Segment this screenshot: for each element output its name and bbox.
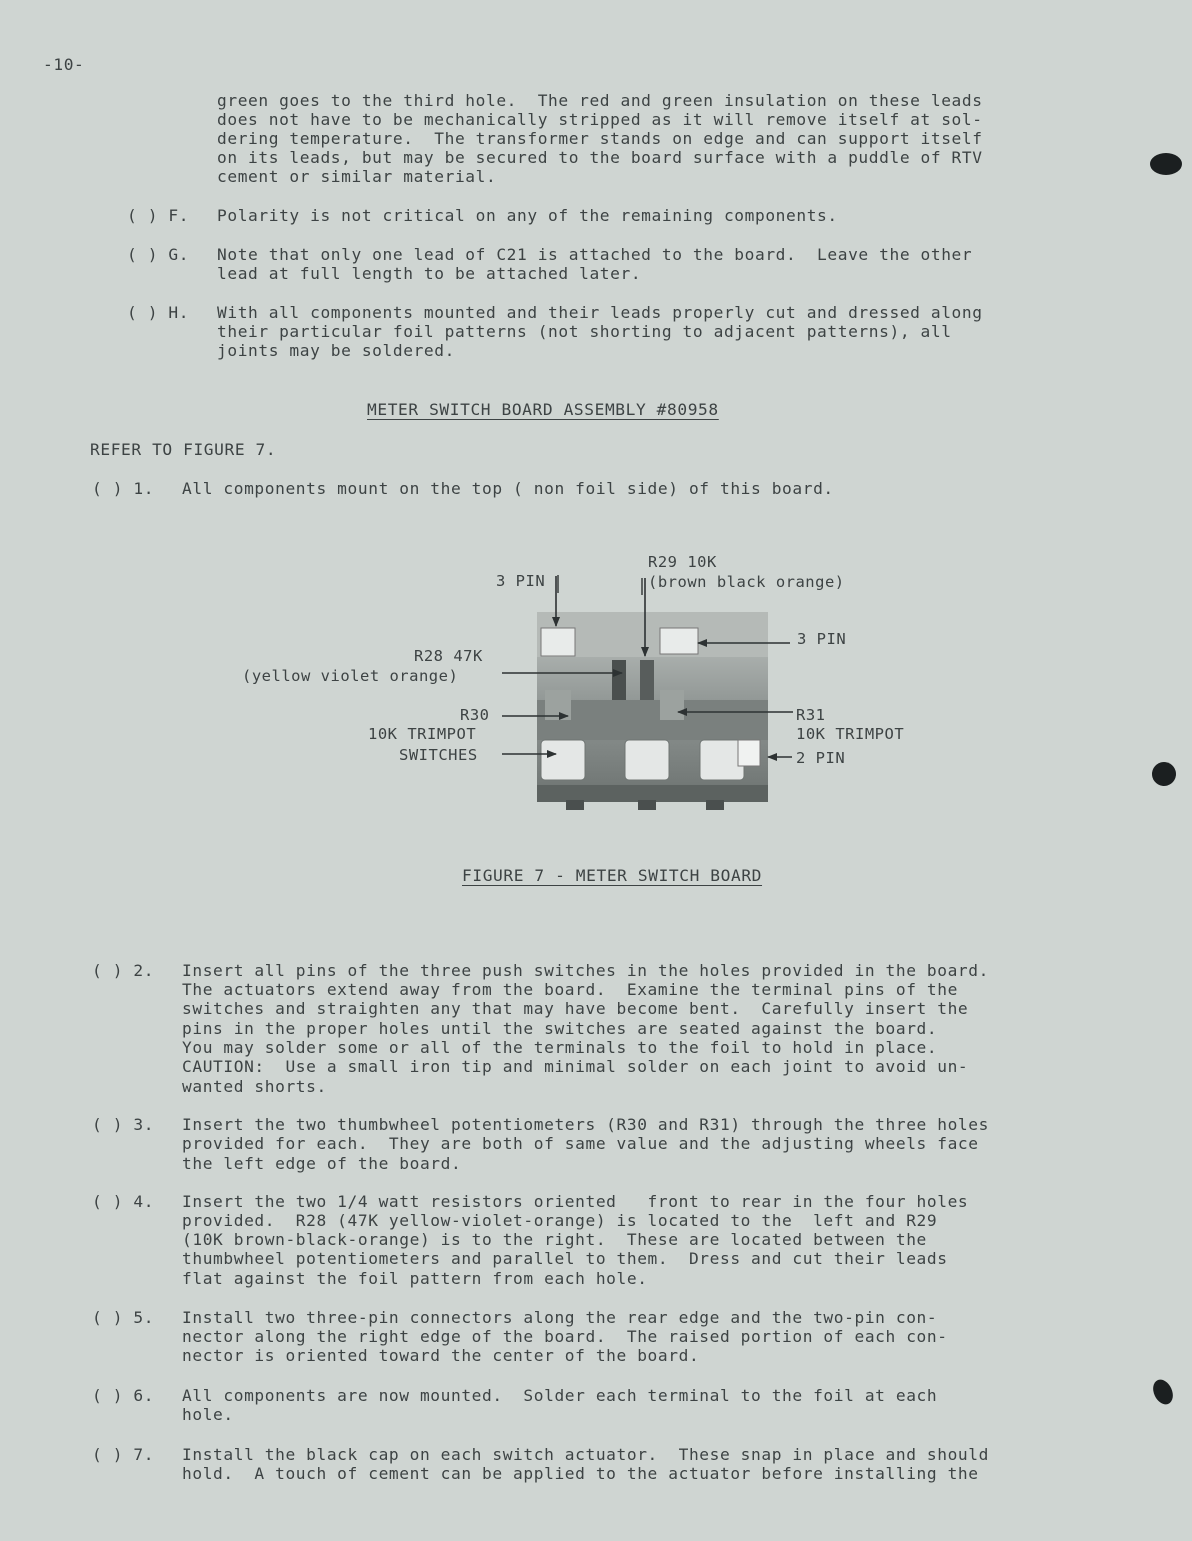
step-checkbox: ( ) G. — [127, 245, 190, 264]
step-checkbox: ( ) 4. — [92, 1192, 155, 1211]
label-3pin-left: 3 PIN — [496, 572, 546, 590]
board-photo — [537, 612, 768, 810]
paragraph-line: green goes to the third hole. The red and green insulation on these leads — [217, 91, 983, 110]
label-3pin-right: 3 PIN — [797, 630, 847, 648]
step-checkbox: ( ) 5. — [92, 1308, 155, 1327]
step-text: joints may be soldered. — [217, 341, 455, 360]
step-text: their particular foil patterns (not shorting to adjacent patterns), all — [217, 322, 952, 341]
label-r28-value: R28 47K — [414, 647, 483, 665]
paragraph-line: dering temperature. The transformer stands on edge and can support itself — [217, 129, 983, 148]
step-text: pins in the proper holes until the switches are seated against the board. — [182, 1019, 938, 1038]
step-text: lead at full length to be attached later. — [217, 264, 642, 283]
step-text: Insert all pins of the three push switches in the holes provided in the board. — [182, 961, 989, 980]
step-text: Insert the two thumbwheel potentiometers (R30 and R31) through the three holes — [182, 1115, 989, 1134]
label-2pin: 2 PIN — [796, 749, 846, 767]
step-checkbox: ( ) 3. — [92, 1115, 155, 1134]
step-text: the left edge of the board. — [182, 1154, 462, 1173]
paragraph-line: cement or similar material. — [217, 167, 497, 186]
binder-hole — [1149, 1376, 1176, 1407]
step-text: wanted shorts. — [182, 1077, 327, 1096]
step-checkbox: ( ) H. — [127, 303, 190, 322]
step-text: hold. A touch of cement can be applied to the actuator before installing the — [182, 1464, 979, 1483]
step-checkbox: ( ) 7. — [92, 1445, 155, 1464]
paragraph-line: does not have to be mechanically stripped as it will remove itself at sol- — [217, 110, 983, 129]
figure-caption: FIGURE 7 - METER SWITCH BOARD — [462, 866, 763, 885]
step-checkbox: ( ) F. — [127, 206, 190, 225]
label-r31: R31 — [796, 706, 826, 724]
step-text: The actuators extend away from the board. Examine the terminal pins of the — [182, 980, 958, 999]
refer-text: REFER TO FIGURE 7. — [90, 440, 277, 459]
step-text: provided. R28 (47K yellow-violet-orange) is located to the left and R29 — [182, 1211, 938, 1230]
paragraph-line: on its leads, but may be secured to the board surface with a puddle of RTV — [217, 148, 983, 167]
label-r30: R30 — [460, 706, 490, 724]
step-checkbox: ( ) 2. — [92, 961, 155, 980]
step-text: Insert the two 1/4 watt resistors oriented front to rear in the four holes — [182, 1192, 969, 1211]
step-text: flat against the foil pattern from each hole. — [182, 1269, 648, 1288]
step-text: switches and straighten any that may have become bent. Carefully insert the — [182, 999, 969, 1018]
section-heading: METER SWITCH BOARD ASSEMBLY #80958 — [367, 400, 719, 419]
label-r29-colors: (brown black orange) — [648, 573, 845, 591]
step-text: hole. — [182, 1405, 234, 1424]
label-r31-type: 10K TRIMPOT — [796, 725, 905, 743]
step-text: nector is oriented toward the center of the board. — [182, 1346, 700, 1365]
step-text: Install the black cap on each switch actuator. These snap in place and should — [182, 1445, 989, 1464]
step-text: With all components mounted and their leads properly cut and dressed along — [217, 303, 983, 322]
step-text: (10K brown-black-orange) is to the right. These are located between the — [182, 1230, 927, 1249]
step-text: thumbwheel potentiometers and parallel to them. Dress and cut their leads — [182, 1249, 948, 1268]
step-text: Polarity is not critical on any of the remaining components. — [217, 206, 838, 225]
label-switches: SWITCHES — [399, 746, 478, 764]
step-checkbox: ( ) 6. — [92, 1386, 155, 1405]
page-number: -10- — [43, 55, 85, 74]
step-text: You may solder some or all of the terminals to the foil to hold in place. — [182, 1038, 938, 1057]
step-text: Install two three-pin connectors along the rear edge and the two-pin con- — [182, 1308, 938, 1327]
step-text: All components mount on the top ( non foil side) of this board. — [182, 479, 834, 498]
binder-hole — [1150, 153, 1182, 175]
step-text: CAUTION: Use a small iron tip and minimal solder on each joint to avoid un- — [182, 1057, 969, 1076]
label-r30-type: 10K TRIMPOT — [368, 725, 477, 743]
label-r29-value: R29 10K — [648, 553, 717, 571]
label-r28-colors: (yellow violet orange) — [242, 667, 459, 685]
step-checkbox: ( ) 1. — [92, 479, 155, 498]
step-text: Note that only one lead of C21 is attached to the board. Leave the other — [217, 245, 973, 264]
step-text: All components are now mounted. Solder each terminal to the foil at each — [182, 1386, 938, 1405]
step-text: provided for each. They are both of same value and the adjusting wheels face — [182, 1134, 979, 1153]
step-text: nector along the right edge of the board. The raised portion of each con- — [182, 1327, 948, 1346]
